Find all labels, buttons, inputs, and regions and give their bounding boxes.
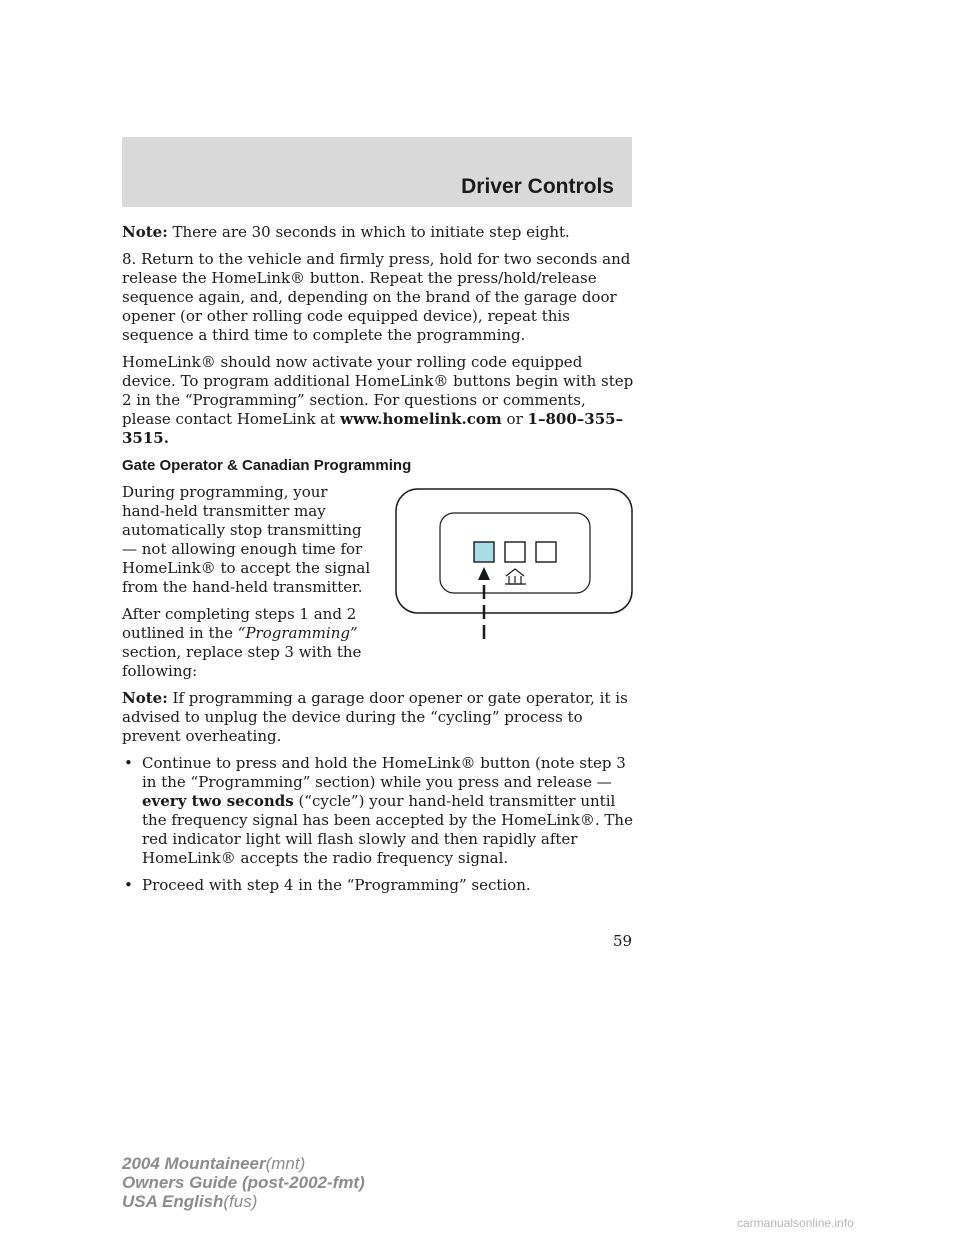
homelink-button-1	[474, 542, 494, 562]
bullet-2-text: Proceed with step 4 in the “Programming” section.	[142, 876, 531, 894]
note-text: There are 30 seconds in which to initiate step eight.	[172, 223, 570, 241]
bullet-1-bold: every two seconds	[142, 792, 294, 810]
bullet-dot: •	[124, 876, 133, 894]
step-8-paragraph: 8. Return to the vehicle and firmly press, hold for two seconds and release the HomeLink® button. Repeat the press/hold/release sequence again, and, depending on the brand of the garage door opener (or other rolling code equipped device), repeat this sequence a third time to complete the programming.	[122, 250, 631, 344]
mirror-outline	[396, 489, 632, 613]
note-2-label: Note:	[122, 689, 168, 707]
note-2-paragraph	[122, 689, 634, 746]
gate-section	[122, 483, 634, 681]
footer-guide: Owners Guide (post-2002-fmt)	[122, 1173, 365, 1192]
homelink-button-3	[536, 542, 556, 562]
note-label: Note:	[122, 223, 168, 241]
page-number: 59	[613, 932, 633, 950]
footer-language: USA English	[122, 1192, 224, 1211]
footer-model: 2004 Mountaineer	[122, 1154, 266, 1173]
footer	[122, 1154, 365, 1211]
homelink-website: www.homelink.com	[340, 410, 502, 428]
homelink-phone: 1–800–355–3515.	[122, 410, 624, 447]
or-text: or	[501, 410, 528, 428]
bullet-dot: •	[124, 754, 133, 772]
bullet-item-2	[122, 876, 634, 895]
footer-model-code: (mnt)	[265, 1154, 306, 1173]
section-title: Driver Controls	[461, 175, 614, 198]
gate-p2-after: section, replace step 3 with the following:	[122, 643, 362, 680]
note-2-text: If programming a garage door opener or gate operator, it is advised to unplug the device during the “cycling” process to prevent overheating.	[122, 689, 628, 745]
programming-reference: “Programming”	[237, 624, 358, 642]
footer-language-code: (fus)	[223, 1192, 258, 1211]
gate-paragraph-2	[122, 605, 372, 681]
bullet-1-after: (“cycle”) your hand-held transmitter until the frequency signal has been accepted by the HomeLink®. The red indicator light will flash slowly and then rapidly after HomeLink® accepts the radio frequency signal.	[142, 792, 633, 867]
gate-p2-before: After completing steps 1 and 2 outlined in the	[122, 605, 357, 642]
homelink-button-2	[505, 542, 525, 562]
watermark: carmanualsonline.info	[737, 1216, 854, 1230]
homelink-figure	[394, 487, 634, 647]
gate-heading: Gate Operator & Canadian Programming	[122, 457, 412, 474]
homelink-paragraph	[122, 353, 634, 448]
gate-paragraph-1: During programming, your hand-held transmitter may automatically stop transmitting — not allowing enough time for HomeLink® to accept the signal from the hand-held transmitter.	[122, 483, 371, 596]
header-band	[122, 137, 632, 207]
pointer-arrow-icon	[478, 567, 490, 580]
bullet-item-1	[122, 754, 634, 868]
note-paragraph	[122, 223, 634, 242]
bullet-1-before: Continue to press and hold the HomeLink® button (note step 3 in the “Programming” section) while you press and release —	[142, 754, 626, 791]
page-content	[122, 223, 634, 903]
homelink-house-icon	[505, 569, 526, 584]
homelink-text: HomeLink® should now activate your rolling code equipped device. To program additional HomeLink® buttons begin with step 2 in the “Programming” section. For questions or comments, please contact HomeLink at	[122, 353, 634, 428]
